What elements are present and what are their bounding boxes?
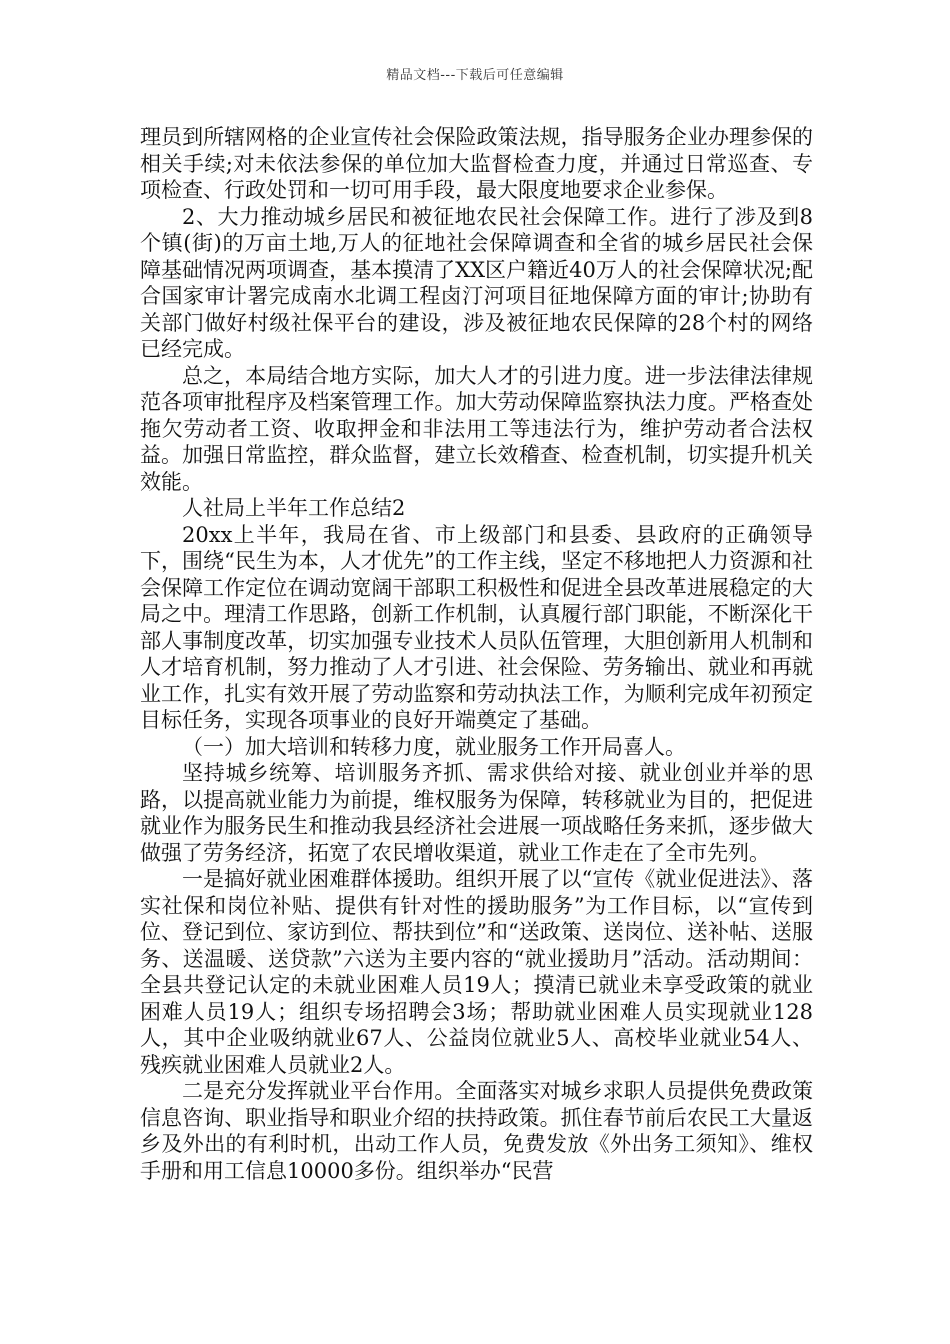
paragraph-2: 2、大力推动城乡居民和被征地农民社会保障工作。进行了涉及到8个镇(街)的万亩土地,万人的征地社会保障调查和全省的城乡居民社会保障基础情况两项调查，基本摸清了XX区户籍近40万人的社会保障状况;配合国家审计署完成南水北调工程卤汀河项目征地保障方面的审计;协助有关部门做好村级社保平台的建设，涉及被征地农民保障的28个村的网络已经完成。 <box>140 204 813 361</box>
subsection-heading: （一）加大培训和转移力度，就业服务工作开局喜人。 <box>182 734 686 759</box>
paragraph-6: 一是搞好就业困难群体援助。组织开展了以“宣传《就业促进法》、落实社保和岗位补贴、提供有针对性的援助服务”为工作目标，以“宣传到位、登记到位、家访到位、帮扶到位”和“送政策、送岗位、送补帖、送服务、送温暖、送贷款”六送为主要内容的“就业援助月”活动。活动期间：全县共登记认定的未就业困难人员19人；摸清已就业未享受政策的就业困难人员19人；组织专场招聘会3场；帮助就业困难人员实现就业128人，其中企业吸纳就业67人、公益岗位就业5人、高校毕业就业54人、残疾就业困难人员就业2人。 <box>140 867 813 1077</box>
paragraph-5: 坚持城乡统筹、培训服务齐抓、需求供给对接、就业创业并举的思路，以提高就业能力为前提，维权服务为保障，转移就业为目的，把促进就业作为服务民生和推动我县经济社会进展一项战略任务来抓，逐步做大做强了劳务经济，拓宽了农民增收渠道，就业工作走在了全市先列。 <box>140 761 813 865</box>
section-title: 人社局上半年工作总结2 <box>182 496 406 520</box>
paragraph-3: 总之，本局结合地方实际，加大人才的引进力度。进一步法律法律规范各项审批程序及档案管理工作。加大劳动保障监察执法力度。严格查处拖欠劳动者工资、收取押金和非法用工等违法行为，维护劳动者合法权益。加强日常监控，群众监督，建立长效稽查、检查机制，切实提升机关效能。 <box>140 363 813 494</box>
page-header: 精品文档---下载后可任意编辑 <box>386 68 564 83</box>
paragraph-4: 20xx上半年，我局在省、市上级部门和县委、县政府的正确领导下，围绕“民生为本，人才优先”的工作主线，坚定不移地把人力资源和社会保障工作定位在调动宽阔干部职工积极性和促进全县改革进展稳定的大局之中。理清工作思路，创新工作机制，认真履行部门职能，不断深化干部人事制度改革，切实加强专业技术人员队伍管理，大胆创新用人机制和人才培育机制，努力推动了人才引进、社会保险、劳务输出、就业和再就业工作，扎实有效开展了劳动监察和劳动执法工作，为顺利完成年初预定目标任务，实现各项事业的良好开端奠定了基础。 <box>140 522 813 732</box>
paragraph-7: 二是充分发挥就业平台作用。全面落实对城乡求职人员提供免费政策信息咨询、职业指导和职业介绍的扶持政策。抓住春节前后农民工大量返乡及外出的有利时机，出动工作人员，免费发放《外出务工须知》、维权手册和用工信息10000多份。组织举办“民营 <box>140 1079 813 1183</box>
paragraph-1: 理员到所辖网格的企业宣传社会保险政策法规，指导服务企业办理参保的相关手续;对未依法参保的单位加大监督检查力度，并通过日常巡查、专项检查、行政处罚和一切可用手段，最大限度地要求企业参保。 <box>140 125 813 202</box>
document-body <box>140 124 813 1184</box>
